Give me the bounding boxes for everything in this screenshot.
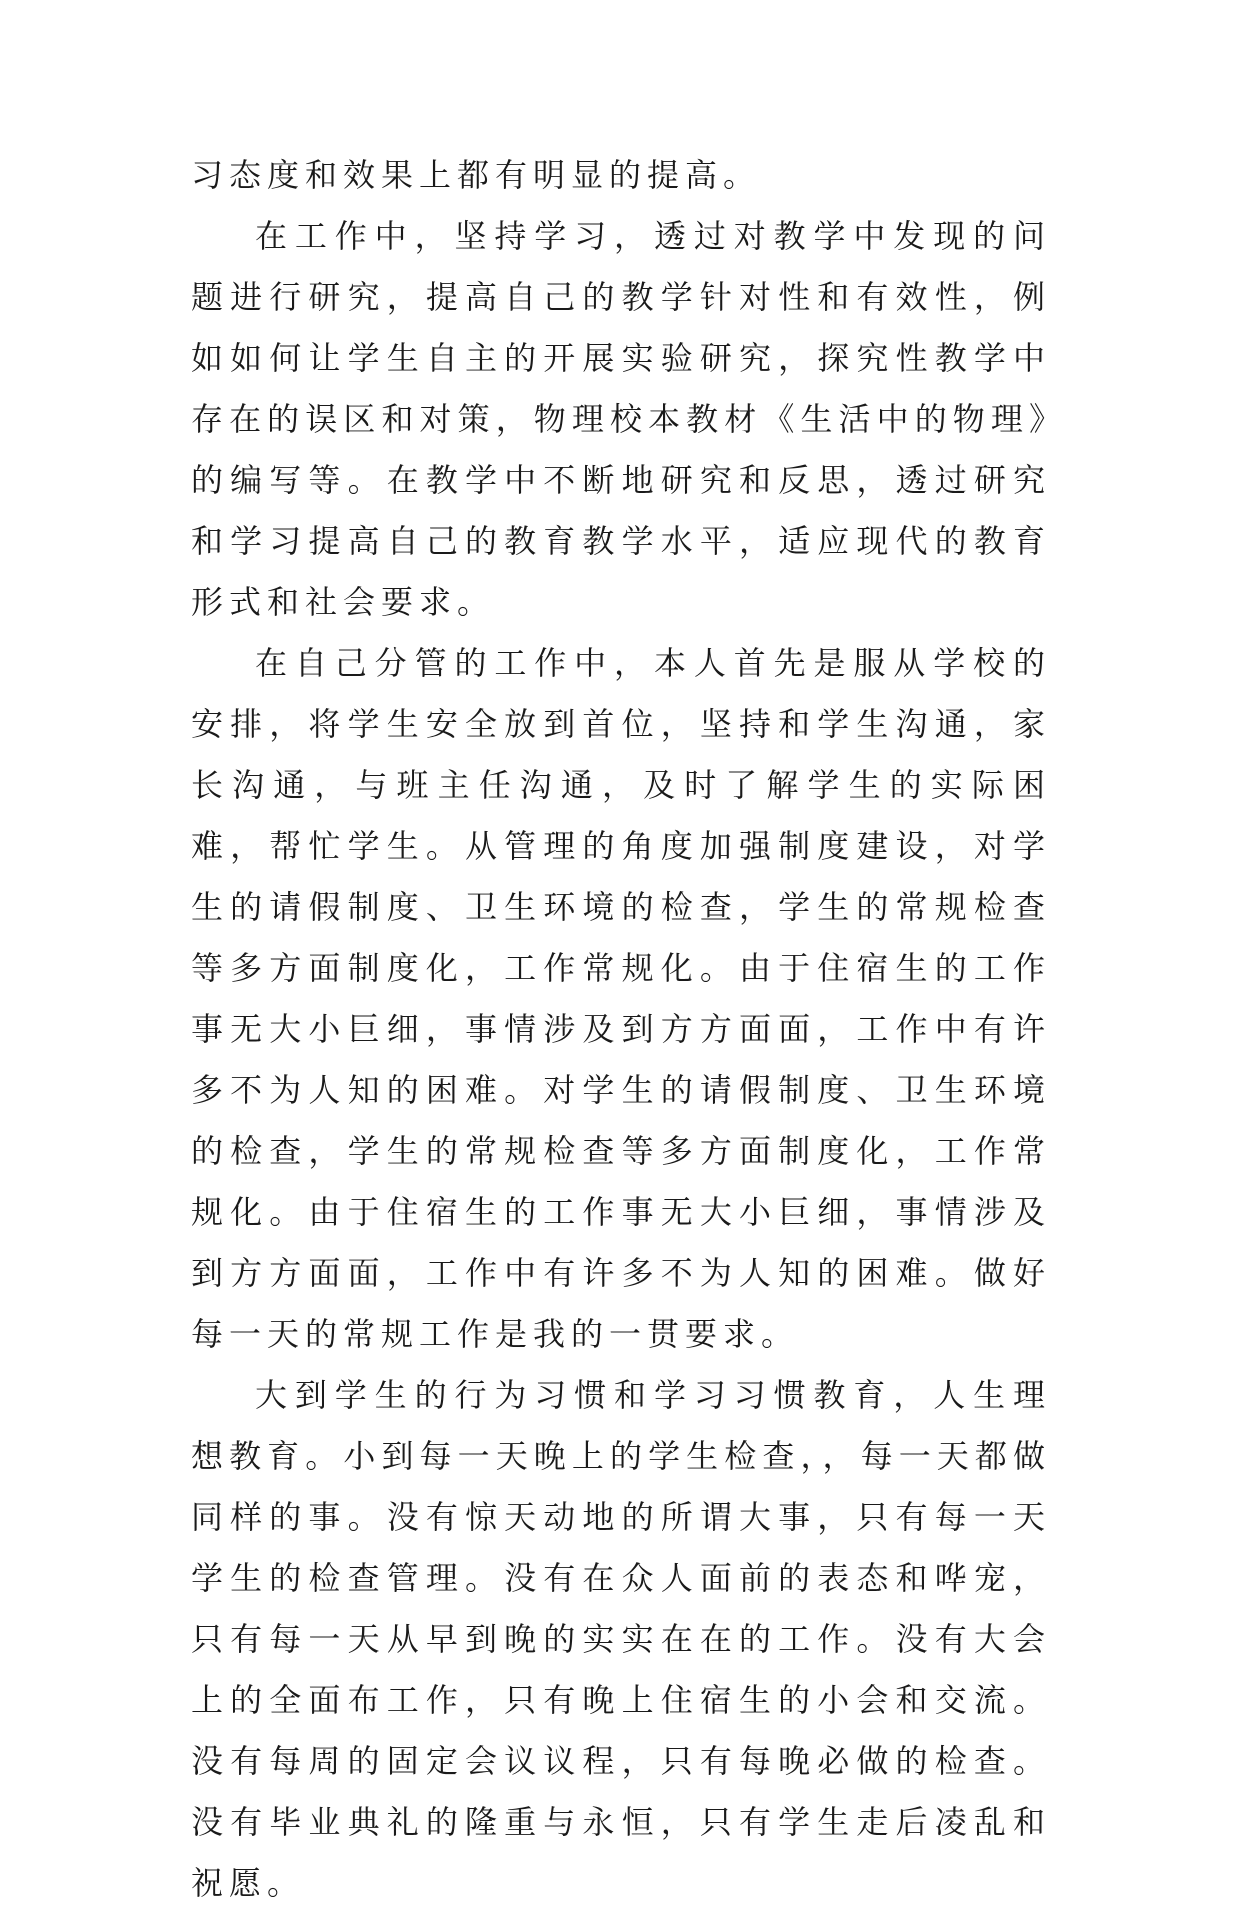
paragraph-continuation: 习态度和效果上都有明显的提高。 <box>191 156 762 194</box>
body-text <box>191 145 1051 1914</box>
paragraph-daily-work: 大到学生的行为习惯和学习习惯教育，人生理想教育。小到每一天晚上的学生检查，，每一天都做同样的事。没有惊天动地的所谓大事，只有每一天学生的检查管理。没有在众人面前的表态和哗宠，只有每一天从早到晚的实实在在的工作。没有大会上的全面布工作，只有晚上住宿生的小会和交流。没有每周的固定会议议程，只有每晚必做的检查。没有毕业典礼的隆重与永恒，只有学生走后凌乱和祝愿。 <box>191 1376 1051 1902</box>
paragraph-management: 在自己分管的工作中，本人首先是服从学校的安排，将学生安全放到首位，坚持和学生沟通，家长沟通，与班主任沟通，及时了解学生的实际困难，帮忙学生。从管理的角度加强制度建设，对学生的请假制度、卫生环境的检查，学生的常规检查等多方面制度化，工作常规化。由于住宿生的工作事无大小巨细，事情涉及到方方面面，工作中有许多不为人知的困难。对学生的请假制度、卫生环境的检查，学生的常规检查等多方面制度化，工作常规化。由于住宿生的工作事无大小巨细，事情涉及到方方面面，工作中有许多不为人知的困难。做好每一天的常规工作是我的一贯要求。 <box>191 644 1051 1353</box>
paragraph-research: 在工作中，坚持学习，透过对教学中发现的问题进行研究，提高自己的教学针对性和有效性，例如如何让学生自主的开展实验研究，探究性教学中存在的误区和对策，物理校本教材《生活中的物理》的编写等。在教学中不断地研究和反思，透过研究和学习提高自己的教育教学水平，适应现代的教育形式和社会要求。 <box>191 217 1051 621</box>
